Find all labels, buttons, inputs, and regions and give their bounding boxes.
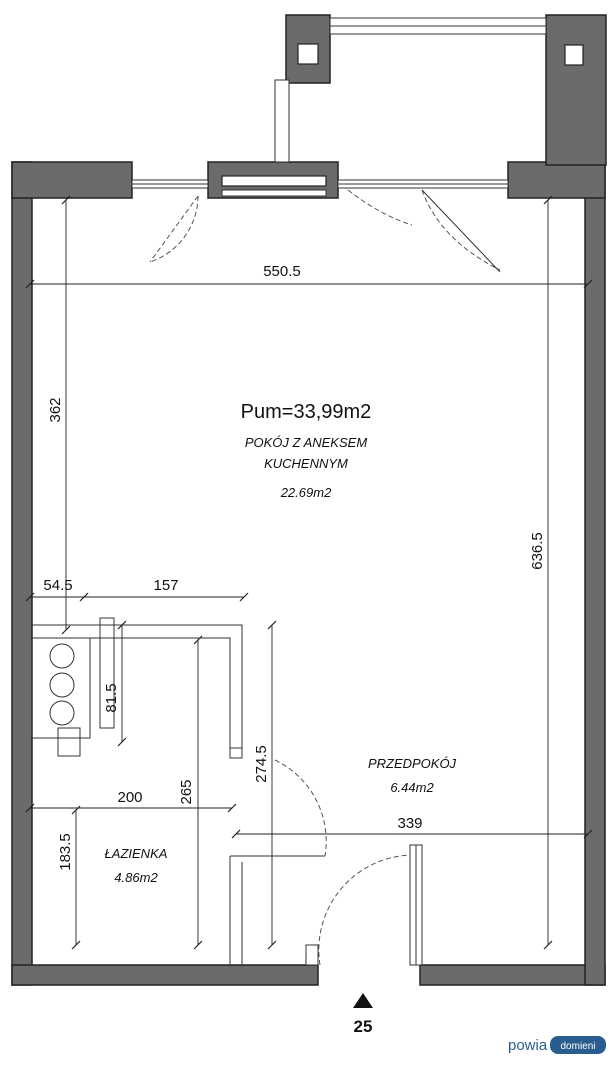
- dim-hall-height: 274.5: [253, 745, 270, 783]
- room-hall-area: 6.44m2: [390, 780, 434, 795]
- dim-hall-width: 339: [397, 815, 423, 832]
- door-swings: [150, 190, 500, 965]
- dim-kitchen-depth: 81.5: [103, 683, 120, 713]
- partitions: [32, 618, 422, 965]
- orientation-label: 25: [353, 1017, 373, 1036]
- dim-bath-height: 265: [178, 779, 195, 805]
- dim-bath-width: 200: [117, 789, 143, 806]
- room-bath-name: ŁAZIENKA: [104, 846, 168, 861]
- exterior-walls: [12, 15, 606, 985]
- room-hall-name: PRZEDPOKÓJ: [367, 756, 457, 771]
- room-living-area: 22.69m2: [280, 485, 332, 500]
- dim-kitchen-left: 54.5: [43, 577, 73, 594]
- dim-top-width: 550.5: [263, 263, 301, 280]
- room-bath-area: 4.86m2: [114, 870, 158, 885]
- dim-right-height: 636.5: [529, 532, 546, 570]
- dim-bath-lower: 183.5: [57, 833, 74, 871]
- dimension-lines: [26, 196, 592, 949]
- orientation-arrow-icon: [353, 993, 373, 1008]
- dim-kitchen-run: 157: [153, 577, 179, 594]
- total-area: Pum=33,99m2: [240, 401, 372, 423]
- logo: [508, 1036, 606, 1054]
- room-living-name: POKÓJ Z ANEKSEM: [244, 435, 368, 450]
- logo-text-part1: powia: [508, 1037, 548, 1054]
- dim-left-height: 362: [47, 397, 64, 423]
- room-living-name-line2: KUCHENNYM: [264, 456, 348, 471]
- logo-text-part2: domieni: [560, 1041, 596, 1052]
